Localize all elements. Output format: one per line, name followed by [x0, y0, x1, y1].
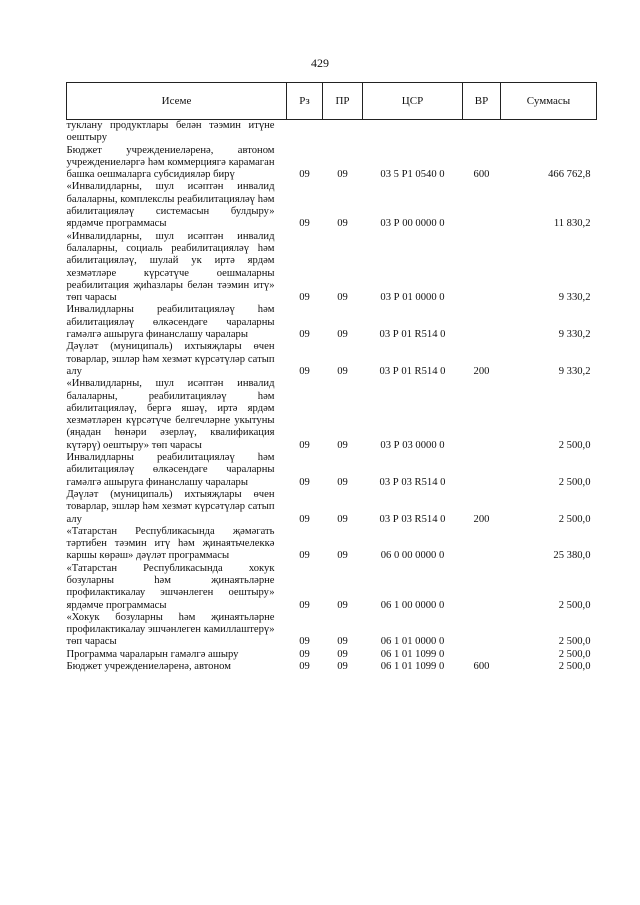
cell-name: Инвалидларны реабилитацияләү һәм абилитацияләү өлкәсендәге чараларны гамәлгә ашыруга финанслашу чаралары — [66, 452, 275, 488]
table-row — [67, 649, 597, 661]
cell-pr: 09 — [337, 476, 348, 488]
cell-name: Дәүләт (муниципаль) ихтыяҗлары өчен товарлар, эшләр һәм хезмәт күрсәтүләр сатып алу — [66, 488, 275, 525]
cell-csr: 03 Р 01 R514 0 — [379, 329, 446, 341]
cell-name: «Инвалидларны, шул исәптән инвалид балаларны, комплекслы реабилитацияләү һәм абилитацияләү системасын булдыру» ярдәмче программасы — [66, 181, 275, 230]
cell-vr — [463, 612, 501, 649]
page-number: 429 — [311, 56, 329, 70]
cell-vr — [463, 231, 501, 305]
cell-name: «Татарстан Республикасында хокук бозуларны һәм җинаятьләрне профилактикалау эшчәнлеген оештыру» ярдәмче программасы — [66, 562, 275, 611]
cell-sum: 9 330,2 — [558, 329, 591, 341]
table-row — [67, 661, 597, 673]
header-csr: ЦСР — [363, 83, 463, 120]
cell-rz: 09 — [299, 648, 310, 660]
cell-pr — [323, 120, 363, 145]
cell-pr: 09 — [337, 218, 348, 230]
cell-rz: 09 — [299, 636, 310, 648]
cell-vr: 600 — [473, 661, 490, 673]
table-row — [67, 145, 597, 182]
cell-name: Инвалидларны реабилитацияләү һәм абилитацияләү өлкәсендәге чараларны гамәлгә ашыруга финанслашу чаралары — [66, 304, 275, 341]
cell-rz: 09 — [299, 476, 310, 488]
cell-sum: 2 500,0 — [558, 476, 591, 488]
table-header — [67, 83, 597, 120]
cell-pr: 09 — [337, 513, 348, 525]
cell-csr: 03 Р 03 R514 0 — [379, 476, 446, 488]
cell-rz — [287, 120, 323, 145]
cell-vr — [463, 563, 501, 612]
table-row — [67, 304, 597, 341]
cell-name: «Татарстан Республикасында җәмәгать тәртибен тәэмин итү һәм җинаятьчелеккә каршы көрәш» дәүләт программасы — [66, 525, 275, 562]
budget-table — [66, 82, 597, 673]
cell-csr: 03 Р 03 0000 0 — [380, 439, 445, 451]
cell-csr: 03 Р 03 R514 0 — [379, 513, 446, 525]
cell-csr: 06 1 01 1099 0 — [380, 661, 445, 673]
cell-rz: 09 — [299, 661, 310, 673]
cell-sum: 9 330,2 — [558, 365, 591, 377]
cell-name: Бюджет учреждениеләренә, автоном — [66, 661, 231, 673]
cell-pr: 09 — [337, 661, 348, 673]
cell-pr: 09 — [337, 550, 348, 562]
cell-sum: 2 500,0 — [558, 599, 591, 611]
table-row — [67, 120, 597, 145]
cell-rz: 09 — [299, 513, 310, 525]
cell-pr: 09 — [337, 599, 348, 611]
table-row — [67, 378, 597, 452]
cell-sum: 9 330,2 — [558, 292, 591, 304]
cell-vr: 600 — [473, 169, 490, 181]
cell-rz: 09 — [299, 550, 310, 562]
cell-pr: 09 — [337, 439, 348, 451]
cell-pr: 09 — [337, 365, 348, 377]
header-sum: Суммасы — [501, 83, 597, 120]
cell-vr — [463, 304, 501, 341]
cell-csr: 06 1 01 0000 0 — [380, 636, 445, 648]
cell-rz: 09 — [299, 169, 310, 181]
cell-rz: 09 — [299, 292, 310, 304]
table-row — [67, 489, 597, 526]
cell-sum: 25 380,0 — [553, 550, 591, 562]
table-row — [67, 341, 597, 378]
cell-vr: 200 — [473, 365, 490, 377]
cell-pr: 09 — [337, 329, 348, 341]
table-body — [67, 120, 597, 674]
cell-vr: 200 — [473, 513, 490, 525]
cell-csr: 06 1 00 0000 0 — [380, 599, 445, 611]
cell-sum: 2 500,0 — [558, 636, 591, 648]
cell-sum: 11 830,2 — [553, 218, 591, 230]
cell-csr: 03 Р 00 0000 0 — [380, 218, 445, 230]
table-row — [67, 563, 597, 612]
cell-csr: 03 Р 01 R514 0 — [379, 365, 446, 377]
header-vr: ВР — [463, 83, 501, 120]
cell-pr: 09 — [337, 169, 348, 181]
header-rz: Рз — [287, 83, 323, 120]
table-row — [67, 181, 597, 230]
cell-rz: 09 — [299, 439, 310, 451]
cell-csr: 03 5 P1 0540 0 — [380, 169, 445, 181]
cell-vr — [463, 120, 501, 145]
cell-name: Дәүләт (муниципаль) ихтыяҗлары өчен товарлар, эшләр һәм хезмәт күрсәтүләр сатып алу — [66, 341, 275, 377]
cell-name: «Инвалидларны, шул исәптән инвалид балаларны, реабилитацияләү һәм абилитацияләү, бергә яшәү, иртә ярдәм хезмәтләрен күрсәтүче белгечләрне укытуны (яңадан һөнәри әзерләү, квалификация күтәрү) оештыру» төп чарасы — [66, 378, 275, 451]
cell-vr — [463, 181, 501, 230]
cell-pr: 09 — [337, 292, 348, 304]
cell-csr: 03 Р 01 0000 0 — [380, 292, 445, 304]
header-pr: ПР — [323, 83, 363, 120]
cell-csr: 06 1 01 1099 0 — [380, 648, 445, 660]
cell-csr — [363, 120, 463, 145]
cell-sum: 2 500,0 — [558, 661, 591, 673]
budget-table-container — [66, 82, 596, 673]
table-row — [67, 526, 597, 563]
table-row — [67, 231, 597, 305]
cell-rz: 09 — [299, 329, 310, 341]
cell-pr: 09 — [337, 636, 348, 648]
table-row — [67, 452, 597, 489]
cell-vr — [463, 526, 501, 563]
cell-sum: 2 500,0 — [558, 439, 591, 451]
cell-rz: 09 — [299, 365, 310, 377]
cell-pr: 09 — [337, 648, 348, 660]
cell-sum: 2 500,0 — [558, 648, 591, 660]
cell-vr — [463, 452, 501, 489]
cell-vr — [463, 378, 501, 452]
table-row — [67, 612, 597, 649]
cell-name: Бюджет учреждениеләренә, автоном учреждениеләргә һәм коммерциягә карамаган башка оешмаларга субсидияләр бирү — [66, 144, 275, 181]
cell-name: «Хокук бозуларны һәм җинаятьләрне профилактикалау эшчәнлеген камиллаштерү» төп чарасы — [66, 611, 275, 648]
cell-sum: 2 500,0 — [558, 513, 591, 525]
header-name: Исеме — [67, 83, 287, 120]
cell-sum — [501, 120, 597, 145]
cell-rz: 09 — [299, 599, 310, 611]
cell-sum: 466 762,8 — [548, 169, 591, 181]
cell-vr — [463, 649, 501, 661]
cell-name: туклану продуктлары белән тәэмин итүне оештыру — [67, 120, 287, 145]
cell-name: «Инвалидларны, шул исәптән инвалид балаларны, социаль реабилитацияләү һәм абилитацияләү, шулай ук иртә ярдәм хезмәтләре күрсәтүче оешмаларны реабилитация җиһазлары белән тәэмин итү» төп чарасы — [66, 230, 275, 304]
cell-name: Программа чараларын гамәлгә ашыру — [66, 648, 239, 660]
cell-csr: 06 0 00 0000 0 — [380, 550, 445, 562]
cell-rz: 09 — [299, 218, 310, 230]
